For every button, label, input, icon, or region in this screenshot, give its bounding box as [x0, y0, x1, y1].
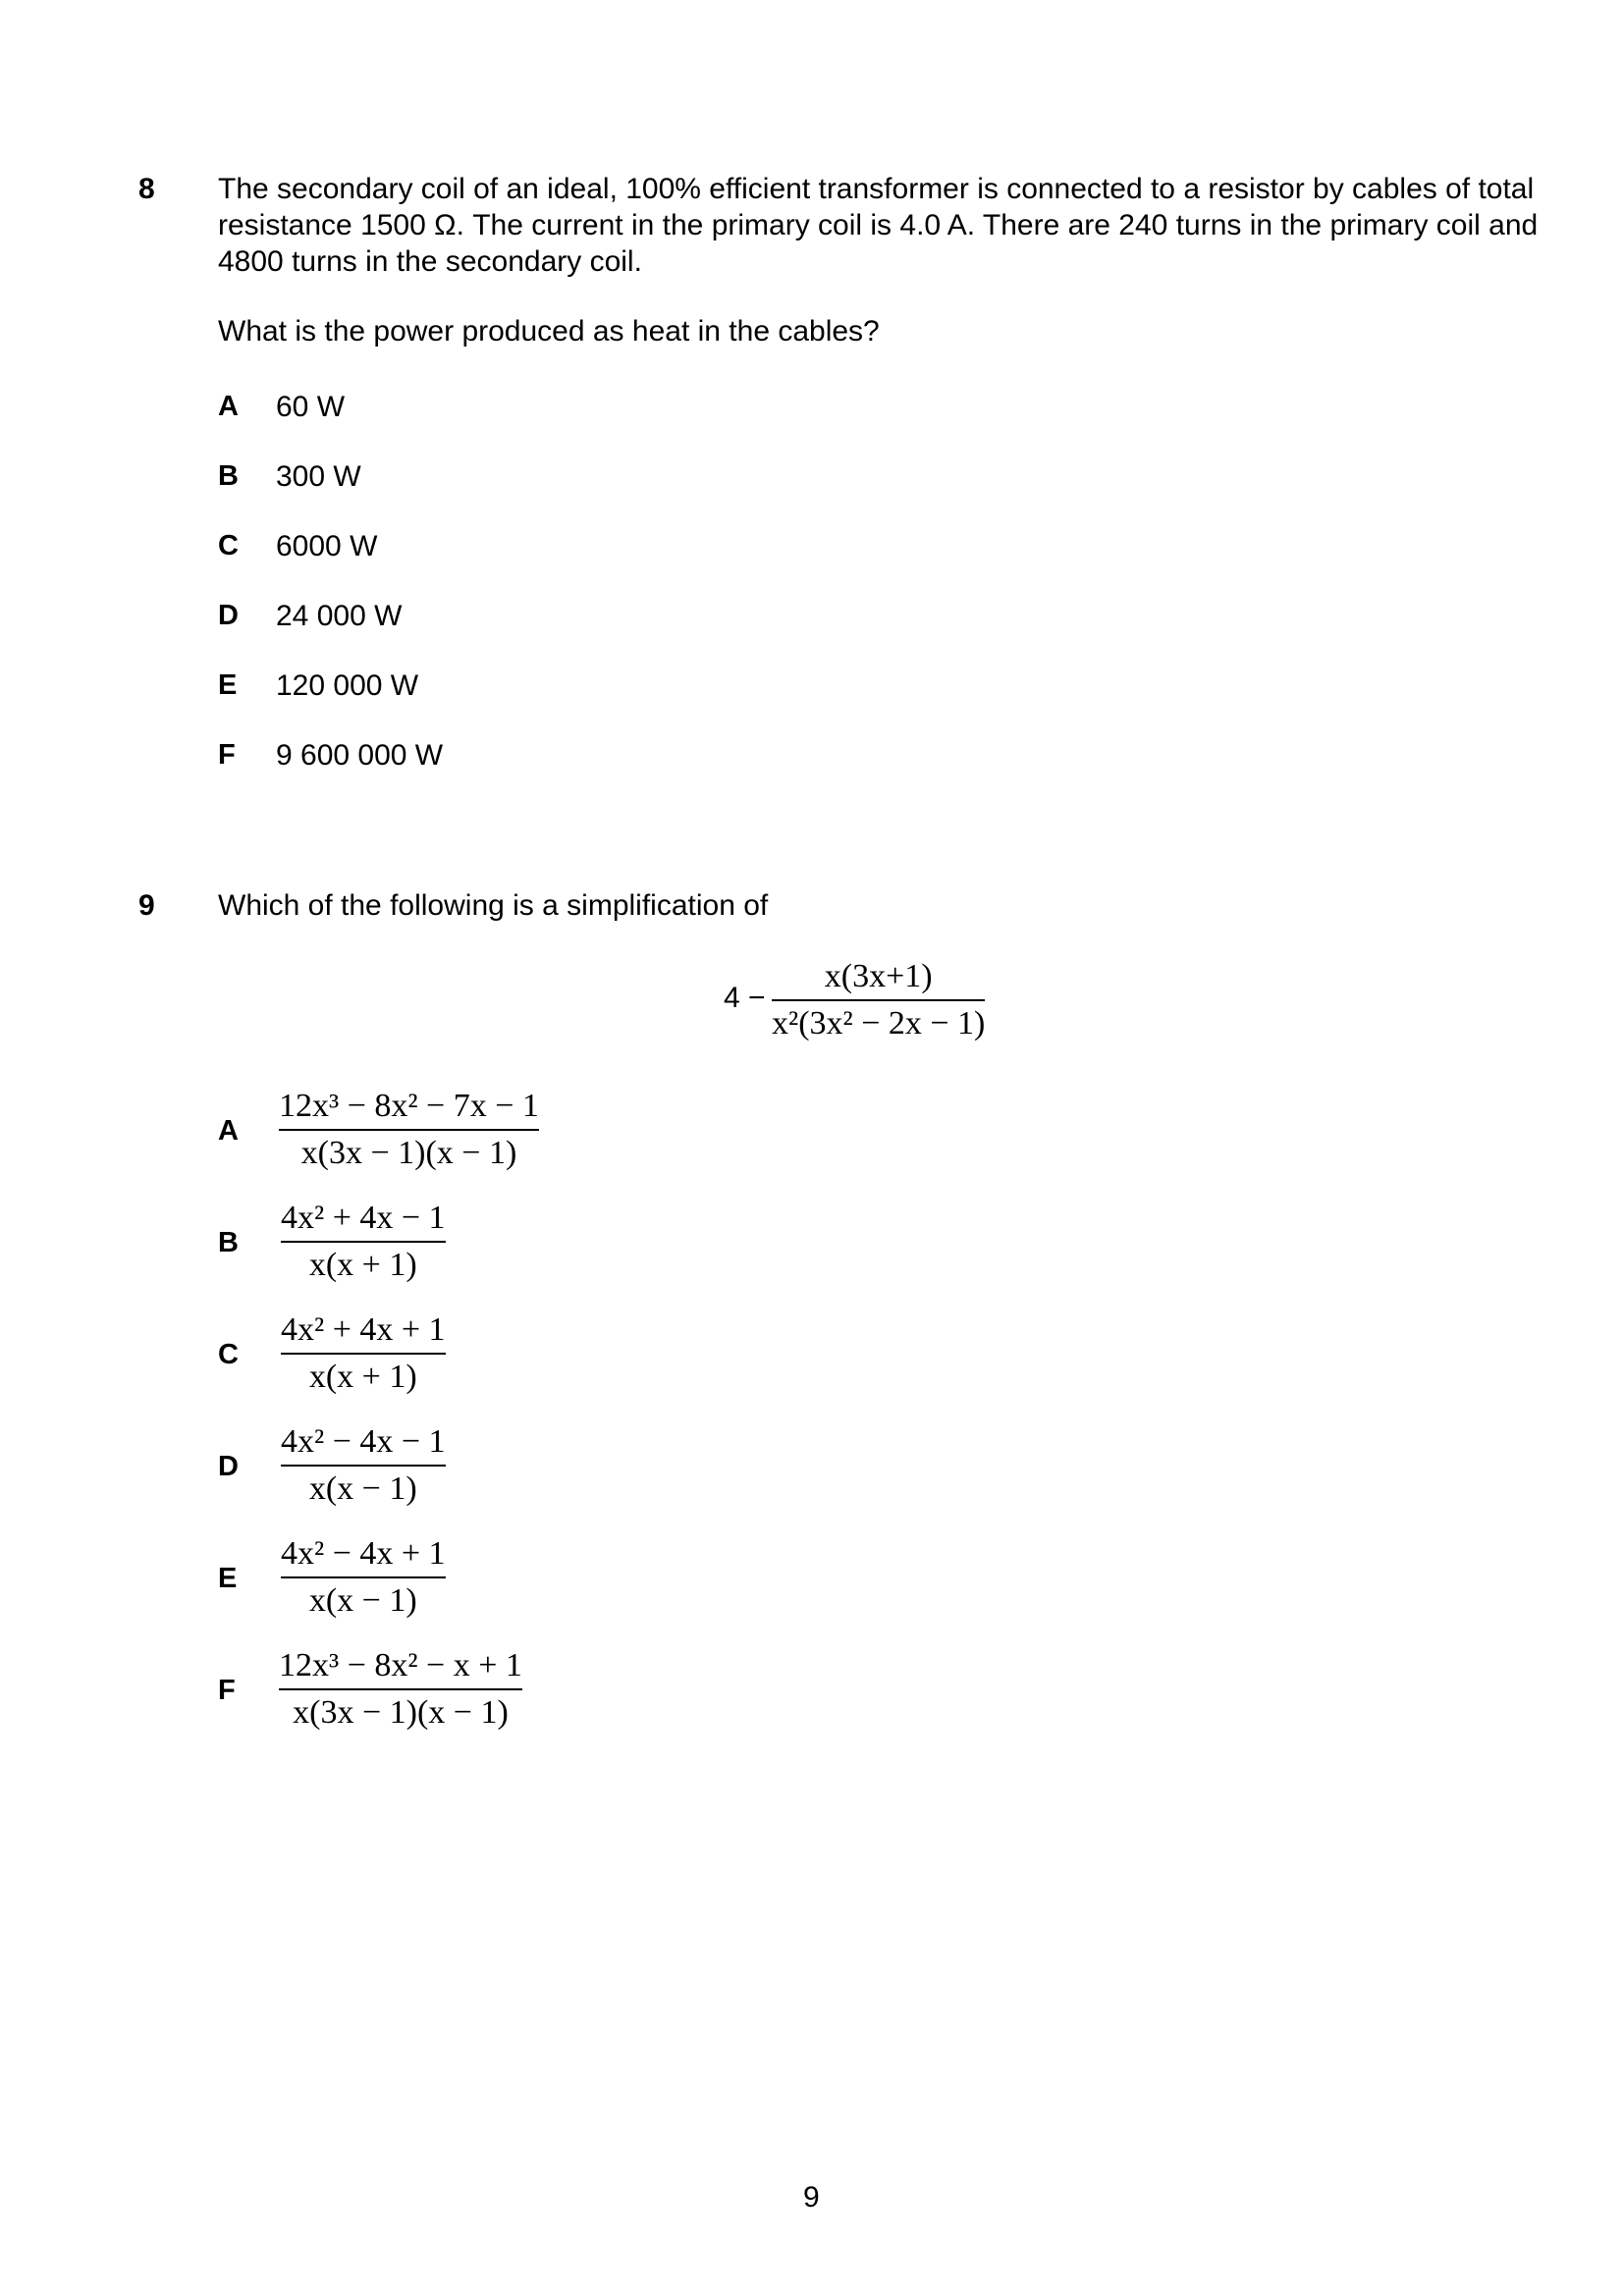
- question-8-number: 8: [138, 173, 155, 205]
- expression-prefix: 4 −: [724, 982, 766, 1014]
- q9-option-b-letter: B: [218, 1227, 239, 1258]
- q8-option-b-value: 300 W: [276, 460, 361, 493]
- q8-option-b-letter: B: [218, 460, 239, 492]
- q8-option-a-value: 60 W: [276, 391, 346, 423]
- q9-option-f-letter: F: [218, 1675, 236, 1706]
- q9-option-c-letter: C: [218, 1339, 239, 1370]
- q9-option-c-numerator: 4x² + 4x + 1: [281, 1311, 446, 1348]
- question-8-text: The secondary coil of an ideal, 100% efficient transformer is connected to a resistor by cables of total resistance 1500 Ω. The current in the primary coil is 4.0 A. There are 240 turns in the primary coil and 4800 turns in the secondary coil.: [218, 173, 1539, 278]
- q8-option-a-letter: A: [218, 391, 239, 422]
- q8-option-d-value: 24 000 W: [276, 600, 403, 632]
- q9-option-a-letter: A: [218, 1115, 239, 1147]
- q9-option-b-numerator: 4x² + 4x − 1: [281, 1200, 446, 1236]
- fraction-bar: [281, 1465, 446, 1467]
- fraction-bar: [281, 1353, 446, 1355]
- q9-option-d-denominator: x(x − 1): [308, 1470, 417, 1507]
- fraction-bar: [281, 1241, 446, 1243]
- q9-option-e-letter: E: [218, 1563, 238, 1594]
- q9-option-d-letter: D: [218, 1451, 239, 1482]
- q8-option-e-letter: E: [218, 669, 238, 701]
- q8-option-d-letter: D: [218, 600, 239, 631]
- q8-option-e-value: 120 000 W: [276, 669, 419, 702]
- question-9-text: Which of the following is a simplification of: [218, 889, 769, 922]
- fraction-bar: [279, 1688, 522, 1690]
- q9-option-b-denominator: x(x + 1): [308, 1247, 417, 1283]
- q9-option-c-fraction: [281, 1309, 446, 1398]
- q9-option-c-denominator: x(x + 1): [308, 1359, 417, 1395]
- fraction-bar: [279, 1129, 539, 1131]
- expression-numerator: x(3x+1): [824, 958, 933, 994]
- q9-option-e-fraction: [281, 1533, 446, 1622]
- q9-option-a-fraction: [279, 1086, 539, 1174]
- q9-option-f-fraction: [279, 1645, 522, 1734]
- q8-option-c-letter: C: [218, 530, 239, 561]
- q9-option-a-numerator: 12x³ − 8x² − 7x − 1: [279, 1088, 539, 1124]
- q9-option-d-fraction: [281, 1421, 446, 1510]
- q9-option-e-denominator: x(x − 1): [308, 1582, 417, 1619]
- fraction-bar: [772, 999, 985, 1001]
- q8-option-f-value: 9 600 000 W: [276, 739, 444, 772]
- question-9-number: 9: [138, 889, 155, 922]
- expression-denominator: x²(3x² − 2x − 1): [772, 1005, 986, 1041]
- q9-option-e-numerator: 4x² − 4x + 1: [281, 1535, 446, 1572]
- question-8-prompt: What is the power produced as heat in the cables?: [218, 315, 880, 347]
- expression-fraction: [772, 956, 985, 1044]
- q9-option-d-numerator: 4x² − 4x − 1: [281, 1423, 446, 1460]
- q9-option-f-denominator: x(3x − 1)(x − 1): [293, 1694, 509, 1731]
- q8-option-f-letter: F: [218, 739, 236, 771]
- page-number: 9: [803, 2181, 820, 2214]
- q9-option-a-denominator: x(3x − 1)(x − 1): [300, 1135, 517, 1171]
- fraction-bar: [281, 1576, 446, 1578]
- q9-option-b-fraction: [281, 1198, 446, 1286]
- q8-option-c-value: 6000 W: [276, 530, 378, 562]
- q9-option-f-numerator: 12x³ − 8x² − x + 1: [279, 1647, 522, 1683]
